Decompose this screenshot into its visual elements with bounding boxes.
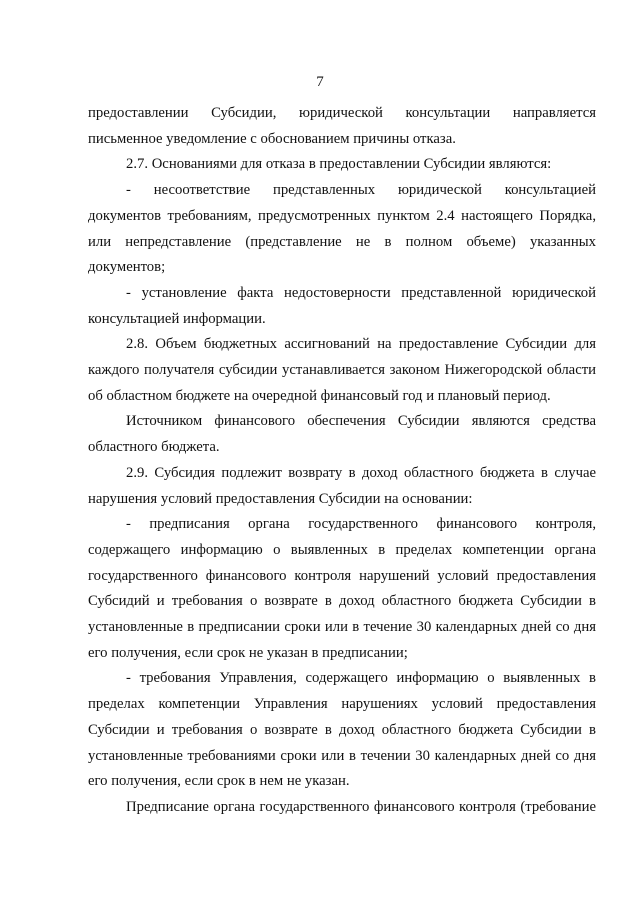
text-line: пределах компетенции Управления нарушениях условий предоставления	[88, 696, 596, 713]
text-line: предоставлении Субсидии, юридической консультации направляется	[88, 105, 596, 121]
text-line: нарушения условий предоставления Субсидии на основании:	[88, 490, 473, 507]
text-line: - требования Управления, содержащего информацию о выявленных в	[126, 670, 596, 687]
text-line: об областном бюджете на очередной финансовый год и плановый период.	[88, 387, 551, 404]
text-line: каждого получателя субсидии устанавливается законом Нижегородской области	[88, 362, 596, 379]
text-line: установленные требованиями сроки или в течении 30 календарных дней со дня	[88, 747, 596, 764]
text-line: консультацией информации.	[88, 310, 266, 327]
text-line: 2.8. Объем бюджетных ассигнований на предоставление Субсидии для	[126, 336, 596, 353]
text-line: областного бюджета.	[88, 439, 220, 456]
text-line: его получения, если срок не указан в предписании;	[88, 644, 408, 661]
text-line: - установление факта недостоверности представленной юридической	[126, 284, 596, 301]
text-line: 2.7. Основаниями для отказа в предоставлении Субсидии являются:	[126, 156, 552, 173]
page-number: 7	[316, 74, 324, 90]
text-line: содержащего информацию о выявленных в пределах компетенции органа	[88, 541, 596, 558]
text-line: установленные в предписании сроки или в течение 30 календарных дней со дня	[88, 619, 596, 636]
text-line: - несоответствие представленных юридической консультацией	[126, 182, 596, 199]
document-body	[88, 101, 596, 821]
text-line: государственного финансового контроля нарушений условий предоставления	[88, 567, 596, 584]
text-line: документов;	[88, 259, 166, 276]
text-line: 2.9. Субсидия подлежит возврату в доход областного бюджета в случае	[126, 464, 596, 481]
text-line: письменное уведомление с обоснованием причины отказа.	[88, 130, 456, 147]
text-line: Субсидии и требования о возврате в доход областного бюджета Субсидии в	[88, 721, 596, 738]
text-line: Субсидий и требования о возврате в доход областного бюджета Субсидии в	[88, 593, 596, 610]
text-line: или непредставление (представление не в полном объеме) указанных	[88, 233, 596, 250]
text-line: документов требованиям, предусмотренных пунктом 2.4 настоящего Порядка,	[88, 207, 596, 224]
text-line: Источником финансового обеспечения Субсидии являются средства	[126, 413, 596, 430]
text-line: Предписание органа государственного финансового контроля (требование	[126, 798, 596, 815]
text-line: его получения, если срок в нем не указан.	[88, 773, 350, 790]
text-line: - предписания органа государственного финансового контроля,	[126, 516, 596, 533]
